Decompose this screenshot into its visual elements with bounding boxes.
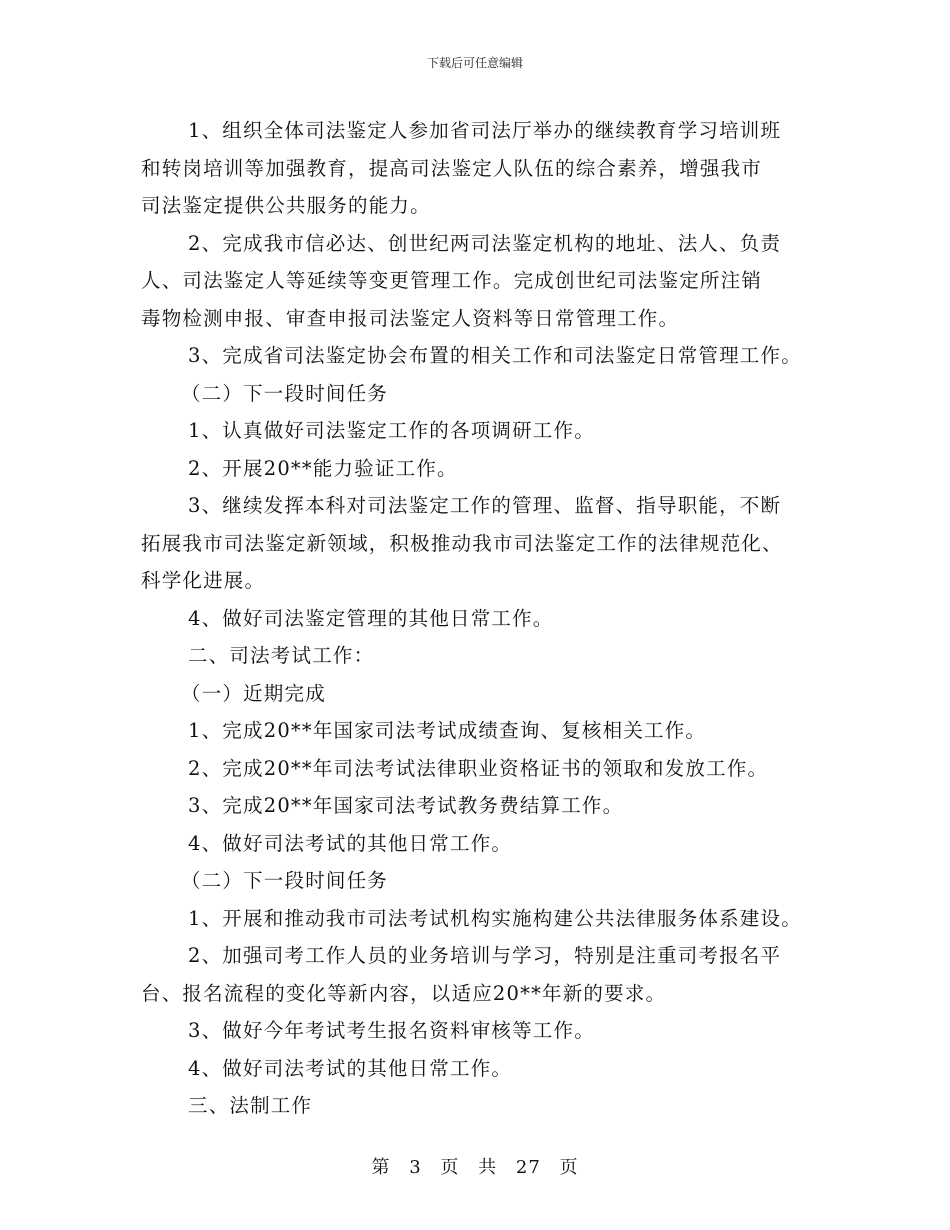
section-subheading: （一）近期完成	[181, 681, 326, 705]
footer-total-pages: 27	[515, 1157, 541, 1178]
paragraph-line: 3、完成省司法鉴定协会布置的相关工作和司法鉴定日常管理工作。	[188, 344, 802, 367]
paragraph-line: 1、开展和推动我市司法考试机构实施构建公共法律服务体系建设。	[188, 906, 802, 930]
paragraph-line: 2、完成我市信必达、创世纪两司法鉴定机构的地址、法人、负责	[188, 231, 782, 255]
paragraph-line: 司法鉴定提供公共服务的能力。	[141, 194, 431, 217]
footer-middle: 页	[440, 1157, 460, 1178]
paragraph-line: 1、认真做好司法鉴定工作的各项调研工作。	[188, 419, 595, 442]
footer-total-prefix: 共	[478, 1157, 498, 1178]
document-body	[141, 112, 821, 1125]
paragraph-line: 人、司法鉴定人等延续等变更管理工作。完成创世纪司法鉴定所注销	[141, 269, 763, 292]
paragraph-line: 毒物检测申报、审查申报司法鉴定人资料等日常管理工作。	[141, 306, 680, 330]
section-subheading: （二）下一段时间任务	[181, 381, 389, 405]
paragraph-line: 3、完成20**年国家司法考试教务费结算工作。	[188, 794, 624, 817]
paragraph-line: 2、完成20**年司法考试法律职业资格证书的领取和发放工作。	[188, 756, 769, 780]
section-heading: 二、司法考试工作：	[188, 644, 375, 667]
section-subheading: （二）下一段时间任务	[181, 869, 389, 892]
paragraph-line: 台、报名流程的变化等新内容，以适应20**年新的要求。	[141, 981, 667, 1005]
paragraph-line: 4、做好司法考试的其他日常工作。	[188, 831, 513, 855]
page-header-note: 下载后可任意编辑	[426, 56, 523, 70]
paragraph-line: 4、做好司法考试的其他日常工作。	[188, 1056, 513, 1080]
section-heading: 三、法制工作	[188, 1094, 313, 1117]
paragraph-line: 2、开展20**能力验证工作。	[188, 456, 458, 480]
paragraph-line: 3、继续发挥本科对司法鉴定工作的管理、监督、指导职能，不断	[188, 494, 782, 517]
paragraph-line: 1、组织全体司法鉴定人参加省司法厅举办的继续教育学习培训班	[188, 119, 782, 142]
footer-suffix: 页	[559, 1157, 579, 1178]
paragraph-line: 1、完成20**年国家司法考试成绩查询、复核相关工作。	[188, 719, 707, 742]
paragraph-line: 拓展我市司法鉴定新领域，积极推动我市司法鉴定工作的法律规范化、	[141, 531, 783, 555]
paragraph-line: 3、做好今年考试考生报名资料审核等工作。	[188, 1019, 595, 1042]
page-footer	[0, 1153, 950, 1179]
paragraph-line: 和转岗培训等加强教育，提高司法鉴定人队伍的综合素养，增强我市	[141, 156, 763, 180]
paragraph-line: 科学化进展。	[141, 569, 266, 592]
paragraph-line: 2、加强司考工作人员的业务培训与学习，特别是注重司考报名平	[188, 944, 782, 967]
footer-page-number: 3	[409, 1157, 422, 1178]
paragraph-line: 4、做好司法鉴定管理的其他日常工作。	[188, 606, 554, 630]
footer-prefix: 第	[371, 1157, 391, 1178]
